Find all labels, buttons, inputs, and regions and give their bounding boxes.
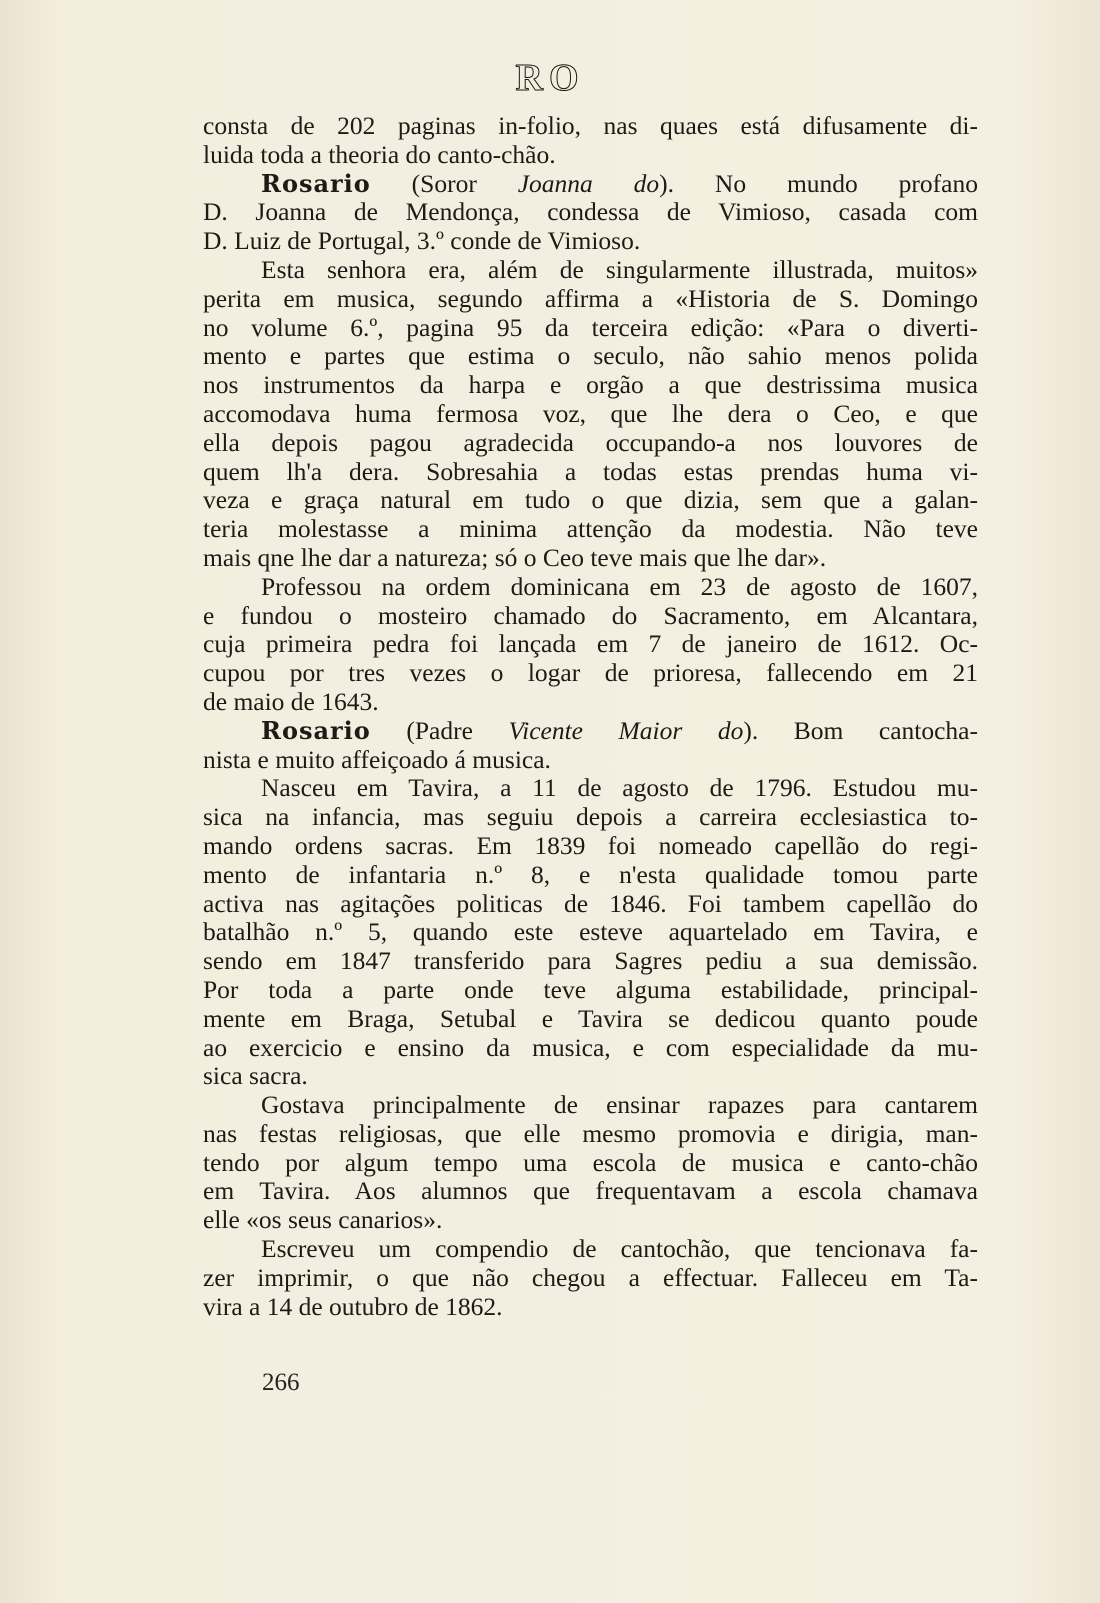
line-text: mais qne lhe dar a natureza; só o Ceo teve mais que lhe dar». [203,542,827,572]
line-text: mente em Braga, Setubal e Tavira se dedicou quanto poude [203,1003,978,1033]
page-number: 266 [262,1369,300,1396]
line-text: mento de infantaria n.º 8, e n'esta qualidade tomou parte [203,859,978,889]
running-head [0,56,1100,100]
text-line [203,198,978,227]
line-text: Gostava principalmente de ensinar rapazes para cantarem [261,1090,978,1120]
text-line [203,1120,978,1149]
line-text: accomodava huma fermosa voz, que lhe dera o Ceo, e que [203,398,978,428]
body-text [203,112,978,1321]
text-line [203,544,978,573]
line-text: perita em musica, segundo affirma a «Historia de S. Domingo [203,283,978,313]
text-line [203,1005,978,1034]
line-text: zer imprimir, o que não chegou a effectuar. Falleceu em Ta- [203,1262,978,1292]
line-text: mando ordens sacras. Em 1839 foi nomeado capellão do regi- [203,830,978,860]
text-line [203,803,978,832]
text-line [203,1091,978,1120]
text-line [203,515,978,544]
text-line [203,746,978,775]
text-line [203,976,978,1005]
line-text: D. Luiz de Portugal, 3.º conde de Vimioso. [203,226,641,256]
line-text: e fundou o mosteiro chamado do Sacramento, em Alcantara, [203,600,978,630]
line-text: nos instrumentos da harpa e orgão a que destrissima musica [203,370,978,400]
text-line [203,630,978,659]
line-text: (Padre [370,715,509,745]
line-text: sica na infancia, mas seguiu depois a carreira ecclesiastica to- [203,802,978,832]
line-text: sica sacra. [203,1061,308,1091]
line-text: elle «os seus canarios». [203,1205,443,1235]
text-line [203,342,978,371]
line-text-continued: ). No mundo profano [659,168,978,198]
line-text-continued: ). Bom cantocha- [743,715,978,745]
text-line [203,227,978,256]
text-line [203,602,978,631]
line-text: activa nas agitações politicas de 1846. Foi tambem capellão do [203,888,978,918]
line-text: batalhão n.º 5, quando este esteve aquartelado em Tavira, e [203,917,978,947]
text-line [203,659,978,688]
text-line [203,400,978,429]
text-line [203,170,978,199]
line-text: mento e partes que estima o seculo, não sahio menos polida [203,341,978,371]
text-line [203,371,978,400]
line-text: de maio de 1643. [203,686,379,716]
line-text: luida toda a theoria do canto-chão. [203,139,556,169]
line-text: Por toda a parte onde teve alguma estabilidade, principal- [203,974,978,1004]
entry-headword: Rosario [261,168,371,198]
text-line [203,429,978,458]
line-text: (Soror [370,168,518,198]
text-line [203,1149,978,1178]
text-line [203,112,978,141]
text-line [203,717,978,746]
line-text: quem lh'a dera. Sobresahia a todas estas prendas huma vi- [203,456,978,486]
line-text: ella depois pagou agradecida occupando-a nos louvores de [203,427,978,457]
italic-name: Vicente Maior do [508,715,744,745]
text-line [203,832,978,861]
text-line [203,688,978,717]
italic-name: Joanna do [517,168,660,198]
text-line [203,1177,978,1206]
line-text: D. Joanna de Mendonça, condessa de Vimioso, casada com [203,197,978,227]
text-line [203,256,978,285]
text-line [203,774,978,803]
line-text: sendo em 1847 transferido para Sagres pediu a sua demissão. [203,946,978,976]
entry-headword: Rosario [261,715,371,745]
line-text: ao exercicio e ensino da musica, e com especialidade da mu- [203,1032,978,1062]
line-text: nista e muito affeiçoado á musica. [203,744,551,774]
text-line [203,1034,978,1063]
text-line [203,1264,978,1293]
text-line [203,1293,978,1322]
text-line [203,573,978,602]
line-text: no volume 6.º, pagina 95 da terceira edição: «Para o diverti- [203,312,978,342]
text-line [203,141,978,170]
text-line [203,458,978,487]
line-text: em Tavira. Aos alumnos que frequentavam a escola chamava [203,1176,978,1206]
line-text: Nasceu em Tavira, a 11 de agosto de 1796. Estudou mu- [261,773,978,803]
text-line [203,285,978,314]
line-text: vira a 14 de outubro de 1862. [203,1291,503,1321]
line-text: tendo por algum tempo uma escola de musica e canto-chão [203,1147,978,1177]
line-text: nas festas religiosas, que elle mesmo promovia e dirigia, man- [203,1118,978,1148]
text-line [203,1235,978,1264]
text-line [203,486,978,515]
line-text: Professou na ordem dominicana em 23 de agosto de 1607, [261,571,978,601]
line-text: Escreveu um compendio de cantochão, que tencionava fa- [261,1234,978,1264]
running-head-text: RO [515,57,585,99]
line-text: Esta senhora era, além de singularmente illustrada, muitos» [261,254,978,284]
text-line [203,890,978,919]
text-line [203,918,978,947]
line-text: cupou por tres vezes o logar de prioresa, fallecendo em 21 [203,658,978,688]
line-text: veza e graça natural em tudo o que dizia, sem que a galan- [203,485,978,515]
line-text: consta de 202 paginas in-folio, nas quaes está difusamente di- [203,111,978,140]
line-text: cuja primeira pedra foi lançada em 7 de janeiro de 1612. Oc- [203,629,978,659]
text-line [203,1206,978,1235]
text-line [203,314,978,343]
text-line [203,1062,978,1091]
text-line [203,947,978,976]
text-line [203,861,978,890]
line-text: teria molestasse a minima attenção da modestia. Não teve [203,514,978,544]
